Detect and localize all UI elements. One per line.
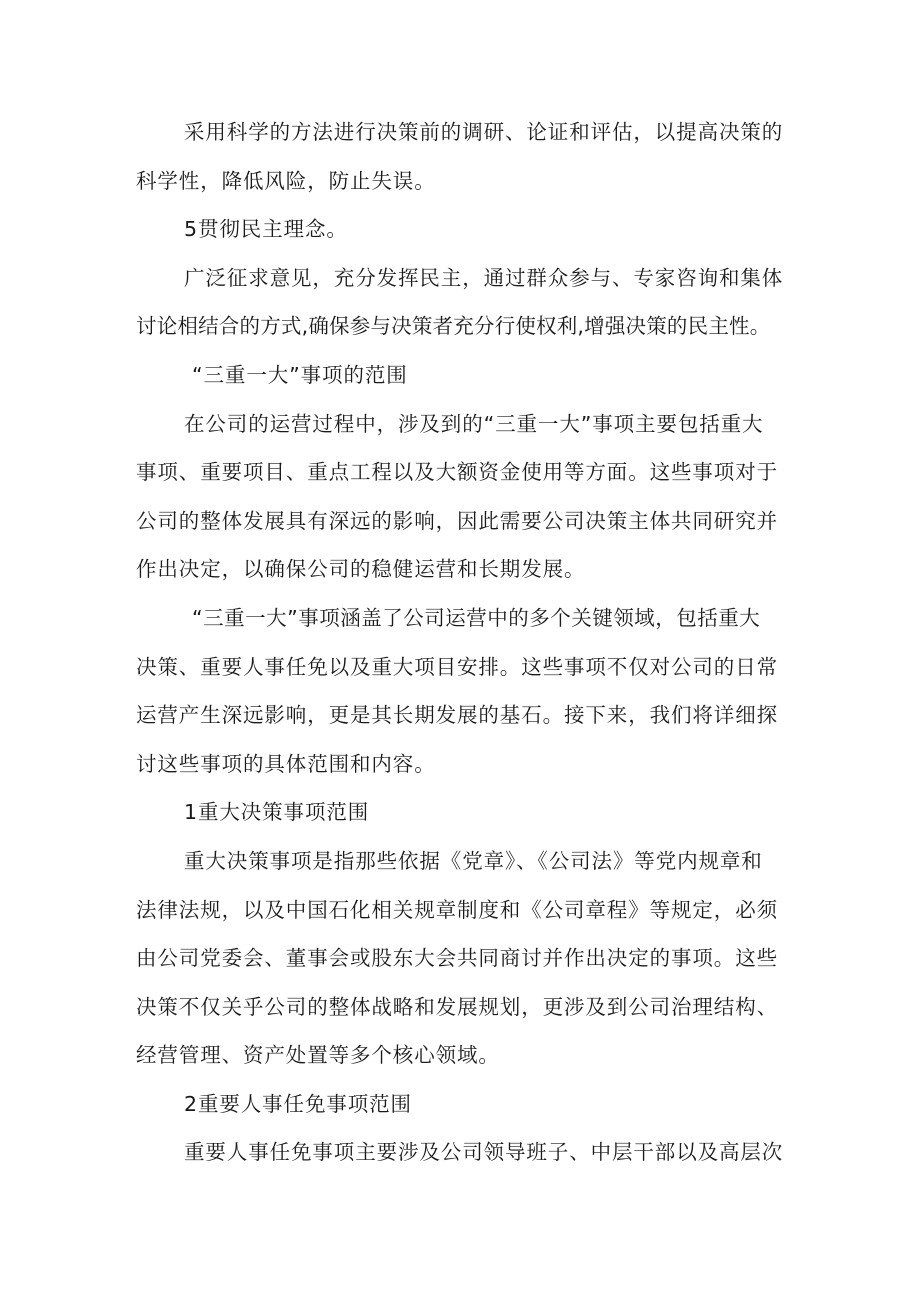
text-line: 讨论相结合的方式,确保参与决策者充分行使权利,增强决策的民主性。 xyxy=(136,314,771,339)
heading-scope xyxy=(136,351,796,400)
heading-text: 5贯彻民主理念。 xyxy=(184,217,348,242)
paragraph-scientific-method xyxy=(136,108,796,205)
text-line: 法律法规，以及中国石化相关规章制度和《公司章程》等规定，必须 xyxy=(136,897,778,922)
text-line: 作出决定，以确保公司的稳健运营和长期发展。 xyxy=(136,557,586,582)
text-line: 重大决策事项是指那些依据《党章》、《公司法》等党内规章和 xyxy=(184,848,763,873)
heading-democratic-concept xyxy=(136,205,796,254)
text-line: 重要人事任免事项主要涉及公司领导班子、中层干部以及高层次 xyxy=(184,1140,784,1165)
text-line: 讨这些事项的具体范围和内容。 xyxy=(136,751,436,776)
heading-personnel-appointments xyxy=(136,1080,796,1129)
text-line: 广泛征求意见，充分发挥民主，通过群众参与、专家咨询和集体 xyxy=(184,265,784,290)
text-line: “三重一大”事项涵盖了公司运营中的多个关键领域，包括重大 xyxy=(192,605,761,630)
paragraph-democratic-method xyxy=(136,254,796,351)
text-line: 在公司的运营过程中，涉及到的“三重一大”事项主要包括重大 xyxy=(184,411,764,436)
text-line: 由公司党委会、董事会或股东大会共同商讨并作出决定的事项。这些 xyxy=(136,946,778,971)
paragraph-major-decisions xyxy=(136,837,796,1080)
text-line: 事项、重要项目、重点工程以及大额资金使用等方面。这些事项对于 xyxy=(136,460,778,485)
document-body xyxy=(136,108,796,1177)
heading-major-decisions xyxy=(136,788,796,837)
heading-text: 2重要人事任免事项范围 xyxy=(184,1091,412,1116)
text-line: 运营产生深远影响，更是其长期发展的基石。接下来，我们将详细探 xyxy=(136,703,778,728)
heading-text: 1重大决策事项范围 xyxy=(184,800,370,825)
paragraph-key-areas xyxy=(136,594,796,788)
paragraph-company-operations xyxy=(136,400,796,594)
text-line: 采用科学的方法进行决策前的调研、论证和评估，以提高决策的 xyxy=(184,120,784,144)
text-line: 经营管理、资产处置等多个核心领域。 xyxy=(136,1043,500,1068)
heading-text: “三重一大”事项的范围 xyxy=(192,362,408,387)
paragraph-personnel-appointments xyxy=(136,1128,796,1177)
text-line: 公司的整体发展具有深远的影响，因此需要公司决策主体共同研究并 xyxy=(136,508,778,533)
text-line: 决策、重要人事任免以及重大项目安排。这些事项不仅对公司的日常 xyxy=(136,654,778,679)
text-line: 科学性，降低风险，防止失误。 xyxy=(136,168,436,193)
text-line: 决策不仅关乎公司的整体战略和发展规划，更涉及到公司治理结构、 xyxy=(136,994,778,1019)
